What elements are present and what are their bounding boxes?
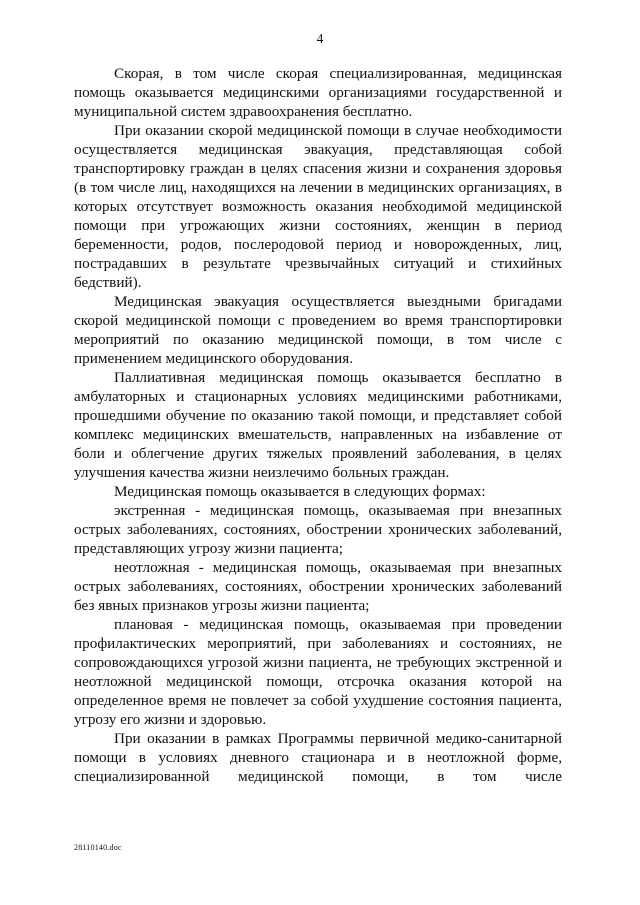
paragraph-evacuation-teams: Медицинская эвакуация осуществляется выездными бригадами скорой медицинской помощи с проведением во время транспортировки мероприятий по оказанию медицинской помощи, в том числе с применением медицинского оборудования.: [74, 293, 562, 367]
paragraph-medical-evacuation: При оказании скорой медицинской помощи в случае необходимости осуществляется медицинская эвакуация, представляющая собой транспортировку граждан в целях спасения жизни и сохранения здоровья (в том числе лиц, находящихся на лечении в медицинских организациях, в которых отсутствует возможность оказания необходимой медицинской помощи при угрожающих жизни состояниях, женщин в период беременности, родов, послеродовой период и новорожденных, лиц, пострадавших в результате чрезвычайных ситуаций и стихийных бедствий).: [74, 122, 562, 291]
paragraph-day-hospital: При оказании в рамках Программы первичной медико-санитарной помощи в условиях дневного стационара и в неотложной форме, специализированной медицинской помощи, в том числе: [74, 730, 562, 785]
paragraph-planned-form: плановая - медицинская помощь, оказываемая при проведении профилактических мероприятий, при заболеваниях и состояниях, не сопровождающихся угрозой жизни пациента, не требующих экстренной и неотложной медицинской помощи, отсрочка оказания которой на определенное время не повлечет за собой ухудшение состояния пациента, угрозу его жизни и здоровью.: [74, 616, 562, 728]
page-number: 4: [316, 31, 324, 46]
paragraph-urgent-form: неотложная - медицинская помощь, оказываемая при внезапных острых заболеваниях, состояниях, обострении хронических заболеваний без явных признаков угрозы жизни пациента;: [74, 559, 562, 614]
paragraph-care-forms-intro: Медицинская помощь оказывается в следующих формах:: [114, 483, 486, 500]
paragraph-ambulance-free: Скорая, в том числе скорая специализированная, медицинская помощь оказывается медицинскими организациями государственной и муниципальной систем здравоохранения бесплатно.: [74, 65, 562, 120]
paragraph-emergency-form: экстренная - медицинская помощь, оказываемая при внезапных острых заболеваниях, состояниях, обострении хронических заболеваний, представляющих угрозу жизни пациента;: [74, 502, 562, 557]
footer-filename: 28110140.doc: [74, 843, 122, 852]
document-body: [74, 64, 562, 786]
paragraph-palliative-care: Паллиативная медицинская помощь оказывается бесплатно в амбулаторных и стационарных условиях медицинскими работниками, прошедшими обучение по оказанию такой помощи, и представляет собой комплекс медицинских вмешательств, направленных на избавление от боли и облегчение других тяжелых проявлений заболевания, в целях улучшения качества жизни неизлечимо больных граждан.: [74, 369, 562, 481]
